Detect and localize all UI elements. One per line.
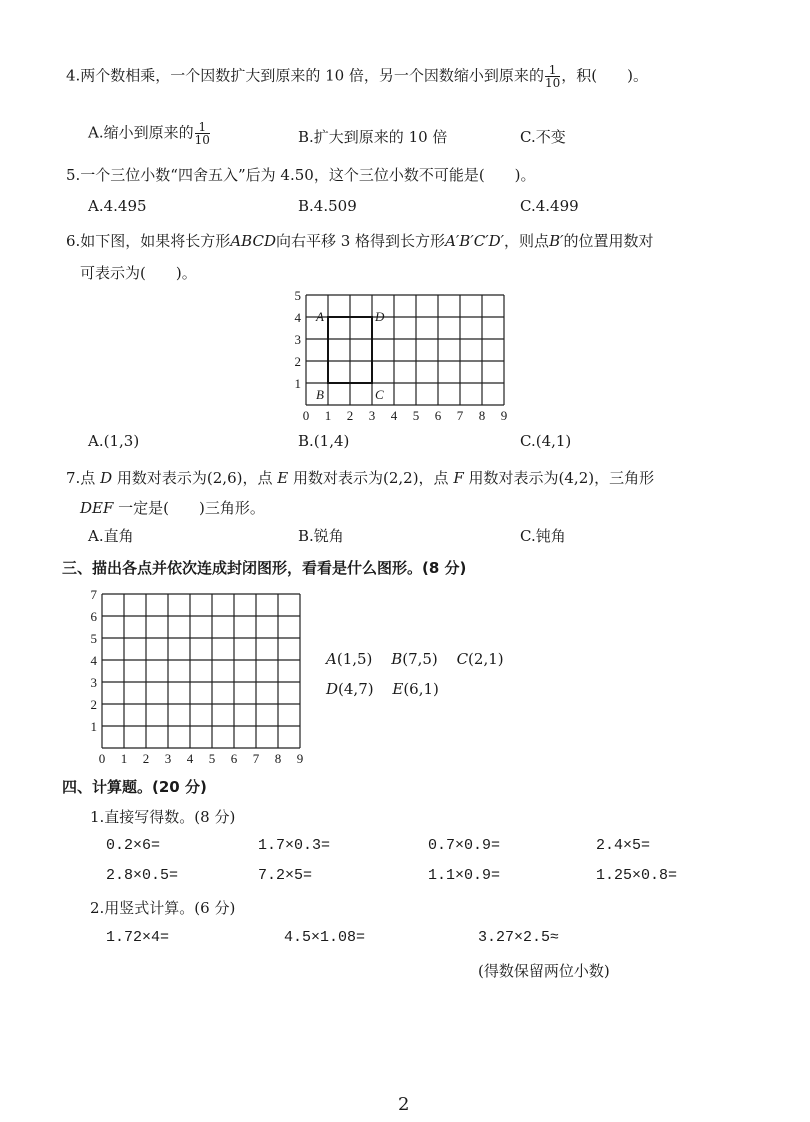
rounding-note: (得数保留两位小数) [478, 962, 610, 980]
q4-option-a[interactable]: A.缩小到原来的 $\frac{1}{10}$ [88, 120, 210, 147]
question-5: 5.一个三位小数“四舍五入”后为 4.50，这个三位小数不可能是( )。 [66, 166, 536, 184]
calc-item: 2.8×0.5= [106, 867, 179, 884]
points-row-1 [326, 650, 504, 668]
part-1-title: 1.直接写得数。(8 分) [90, 808, 236, 826]
question-4 [66, 64, 648, 89]
vertex-label-b: B [316, 387, 324, 402]
x-tick-label: 9 [500, 408, 508, 423]
y-tick-label: 4 [294, 310, 301, 325]
point-b: B(7,5) [391, 650, 438, 668]
calc-item: 0.2×6= [106, 837, 161, 854]
vertex-label-d: D [375, 309, 385, 324]
y-tick-label: 6 [90, 609, 97, 624]
section-3-title: 三、描出各点并依次连成封闭图形，看看是什么图形。(8 分) [62, 559, 467, 577]
question-7: 7.点 D 用数对表示为(2,6)，点 E 用数对表示为(2,2)，点 F 用数对表示为(4,2)，三角形 [66, 469, 655, 487]
point-a: A(1,5) [326, 650, 373, 668]
point-d: D(4,7) [326, 680, 374, 698]
question-4-text-end: ，积( )。 [561, 66, 648, 85]
x-tick-label: 9 [296, 751, 304, 766]
y-tick-label: 7 [90, 587, 97, 602]
y-tick-label: 2 [294, 354, 301, 369]
fraction-one-tenth: $\frac{1}{10}$ [544, 63, 561, 90]
y-tick-label: 3 [90, 675, 97, 690]
q6-option-c[interactable]: C.(4,1) [520, 432, 572, 450]
y-tick-label: 5 [294, 288, 301, 303]
q5-option-a[interactable]: A.4.495 [88, 197, 147, 215]
fraction-one-tenth: $\frac{1}{10}$ [194, 120, 210, 147]
x-tick-label: 4 [186, 751, 194, 766]
vertex-label-c: C [375, 387, 384, 402]
x-tick-label: 6 [434, 408, 442, 423]
q6-option-b[interactable]: B.(1,4) [298, 432, 350, 450]
x-tick-label: 6 [230, 751, 238, 766]
q4-option-c[interactable]: C.不变 [520, 128, 566, 146]
x-tick-label: 1 [324, 408, 332, 423]
q6-option-a[interactable]: A.(1,3) [88, 432, 140, 450]
x-tick-label: 7 [252, 751, 260, 766]
vertical-calc-item: 4.5×1.08= [284, 929, 366, 946]
calc-item: 2.4×5= [596, 837, 651, 854]
grid-plot-points[interactable] [80, 582, 320, 768]
section-4-title: 四、计算题。(20 分) [62, 778, 207, 796]
x-tick-label: 5 [412, 408, 420, 423]
calc-item: 1.25×0.8= [596, 867, 678, 884]
y-tick-label: 3 [294, 332, 301, 347]
point-c: C(2,1) [456, 650, 504, 668]
y-tick-label: 2 [90, 697, 97, 712]
calc-item: 0.7×0.9= [428, 837, 501, 854]
x-tick-label: 8 [274, 751, 282, 766]
q7-option-a[interactable]: A.直角 [88, 527, 134, 545]
part-2-title: 2.用竖式计算。(6 分) [90, 899, 236, 917]
question-4-text: 4.两个数相乘，一个因数扩大到原来的 10 倍，另一个因数缩小到原来的 [66, 66, 544, 85]
point-e: E(6,1) [392, 680, 439, 698]
page-number: 2 [398, 1094, 410, 1115]
y-tick-label: 4 [90, 653, 97, 668]
question-6-line2: 可表示为( )。 [80, 264, 197, 282]
vertex-label-a: A [316, 309, 324, 324]
x-tick-label: 7 [456, 408, 464, 423]
points-row-2 [326, 680, 439, 698]
y-tick-label: 1 [294, 376, 301, 391]
grid-rectangle-abcd [280, 285, 520, 425]
q5-option-c[interactable]: C.4.499 [520, 197, 579, 215]
q5-option-b[interactable]: B.4.509 [298, 197, 357, 215]
vertical-calc-item: 3.27×2.5≈ [478, 929, 560, 946]
calc-item: 1.1×0.9= [428, 867, 501, 884]
q7-option-c[interactable]: C.钝角 [520, 527, 566, 545]
question-7-line2: DEF 一定是( )三角形。 [80, 499, 265, 517]
calc-item: 1.7×0.3= [258, 837, 331, 854]
x-tick-label: 4 [390, 408, 398, 423]
q7-option-b[interactable]: B.锐角 [298, 527, 344, 545]
x-tick-label: 1 [120, 751, 128, 766]
calc-item: 7.2×5= [258, 867, 313, 884]
x-tick-label: 0 [302, 408, 310, 423]
x-tick-label: 5 [208, 751, 216, 766]
q4-option-b[interactable]: B.扩大到原来的 10 倍 [298, 128, 448, 146]
y-tick-label: 1 [90, 719, 97, 734]
vertical-calc-item: 1.72×4= [106, 929, 170, 946]
x-tick-label: 2 [142, 751, 150, 766]
question-6: 6.如下图，如果将长方形ABCD向右平移 3 格得到长方形A′B′C′D′，则点B′的位置用数对 [66, 232, 654, 250]
y-tick-label: 5 [90, 631, 97, 646]
x-tick-label: 3 [368, 408, 376, 423]
x-tick-label: 2 [346, 408, 354, 423]
x-tick-label: 0 [98, 751, 106, 766]
x-tick-label: 8 [478, 408, 486, 423]
x-tick-label: 3 [164, 751, 172, 766]
